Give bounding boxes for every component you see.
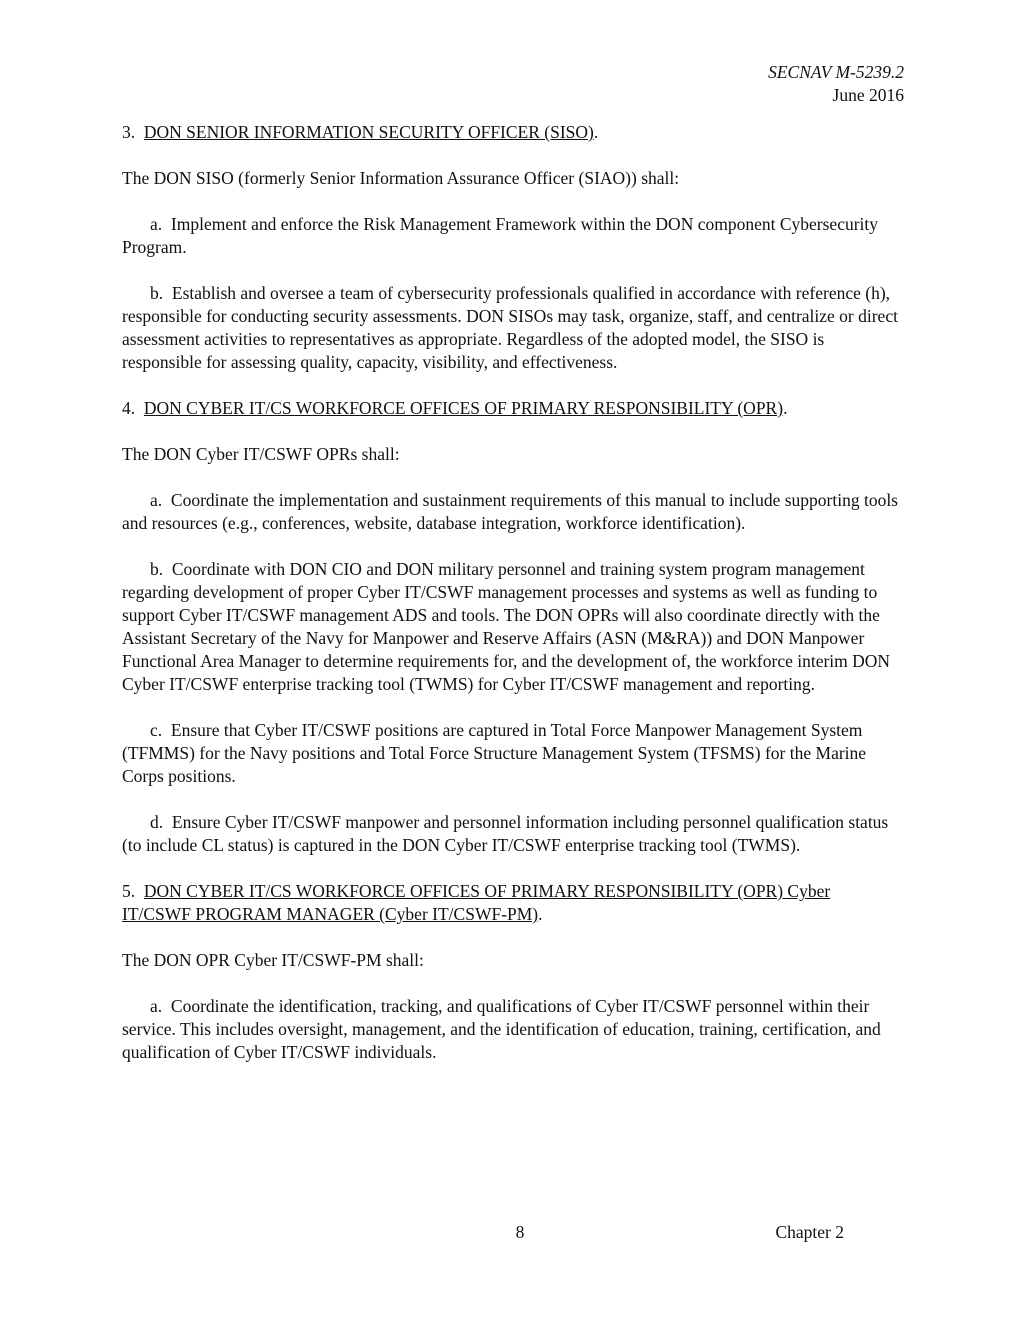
item-text: Coordinate the identification, tracking, and qualifications of Cyber IT/CSWF personnel within their service. This includes oversight, management, and the identification of education, training, certification, and qualification of Cyber IT/CSWF individuals. — [122, 996, 881, 1062]
section-number: 4. — [122, 398, 136, 418]
section-4 — [122, 397, 902, 857]
list-item — [122, 811, 902, 857]
item-text: Implement and enforce the Risk Management Framework within the DON component Cybersecurity Program. — [122, 214, 879, 257]
section-heading: 3. DON SENIOR INFORMATION SECURITY OFFICER (SISO). — [122, 122, 599, 142]
item-text: Coordinate the implementation and sustainment requirements of this manual to include supporting tools and resources (e.g., conferences, website, database integration, workforce identification). — [122, 490, 898, 533]
section-title: DON SENIOR INFORMATION SECURITY OFFICER (SISO) — [143, 122, 594, 142]
item-text: Ensure Cyber IT/CSWF manpower and personnel information including personnel qualification status (to include CL status) is captured in the DON Cyber IT/CSWF enterprise tracking tool (TWMS). — [122, 812, 889, 855]
section-heading: 4. DON CYBER IT/CS WORKFORCE OFFICES OF PRIMARY RESPONSIBILITY (OPR). — [122, 398, 788, 418]
item-letter: a. — [150, 996, 163, 1016]
document-body — [122, 121, 902, 1087]
section-intro: The DON SISO (formerly Senior Information Assurance Officer (SIAO)) shall: — [122, 168, 680, 188]
document-header — [768, 61, 904, 107]
section-number: 3. — [122, 122, 136, 142]
item-letter: b. — [150, 559, 164, 579]
chapter-label: Chapter 2 — [775, 1222, 844, 1242]
section-title: DON CYBER IT/CS WORKFORCE OFFICES OF PRIMARY RESPONSIBILITY (OPR) — [143, 398, 784, 418]
list-item — [122, 995, 902, 1064]
item-text: Coordinate with DON CIO and DON military personnel and training system program management regarding development of proper Cyber IT/CSWF management processes and systems as well as funding to support Cyber IT/CSWF management ADS and tools. The DON OPRs will also coordinate directly with the Assistant Secretary of the Navy for Manpower and Reserve Affairs (ASN (M&RA)) and DON Manpower Functional Area Manager to determine requirements for, and the development of, the workforce interim DON Cyber IT/CSWF enterprise tracking tool (TWMS) for Cyber IT/CSWF management and reporting. — [122, 559, 891, 694]
document-date: June 2016 — [832, 85, 904, 105]
section-3 — [122, 121, 902, 374]
section-number: 5. — [122, 881, 136, 901]
item-letter: a. — [150, 490, 163, 510]
section-5 — [122, 880, 902, 1064]
item-text: Ensure that Cyber IT/CSWF positions are captured in Total Force Manpower Management System (TFMMS) for the Navy positions and Total Force Structure Management System (TFSMS) for the Marine Corps positions. — [122, 720, 867, 786]
document-id: SECNAV M-5239.2 — [768, 62, 904, 82]
section-intro: The DON OPR Cyber IT/CSWF-PM shall: — [122, 950, 424, 970]
list-item — [122, 719, 902, 788]
section-title: DON CYBER IT/CS WORKFORCE OFFICES OF PRIMARY RESPONSIBILITY (OPR) Cyber IT/CSWF PROGRAM MANAGER (Cyber IT/CSWF-PM) — [122, 881, 831, 924]
item-text: Establish and oversee a team of cybersecurity professionals qualified in accordance with reference (h), responsible for conducting security assessments. DON SISOs may task, organize, staff, and centralize or direct assessment activities to representatives as appropriate. Regardless of the adopted model, the SISO is responsible for assessing quality, capacity, visibility, and effectiveness. — [122, 283, 898, 372]
list-item — [122, 213, 902, 259]
list-item — [122, 282, 902, 374]
item-letter: b. — [150, 283, 164, 303]
list-item — [122, 558, 902, 696]
list-item — [122, 489, 902, 535]
section-heading: 5. DON CYBER IT/CS WORKFORCE OFFICES OF PRIMARY RESPONSIBILITY (OPR) Cyber IT/CSWF PROGRAM MANAGER (Cyber IT/CSWF-PM). — [122, 881, 831, 924]
item-letter: d. — [150, 812, 164, 832]
item-letter: c. — [150, 720, 163, 740]
item-letter: a. — [150, 214, 163, 234]
section-intro: The DON Cyber IT/CSWF OPRs shall: — [122, 444, 400, 464]
page-number: 8 — [515, 1222, 525, 1242]
